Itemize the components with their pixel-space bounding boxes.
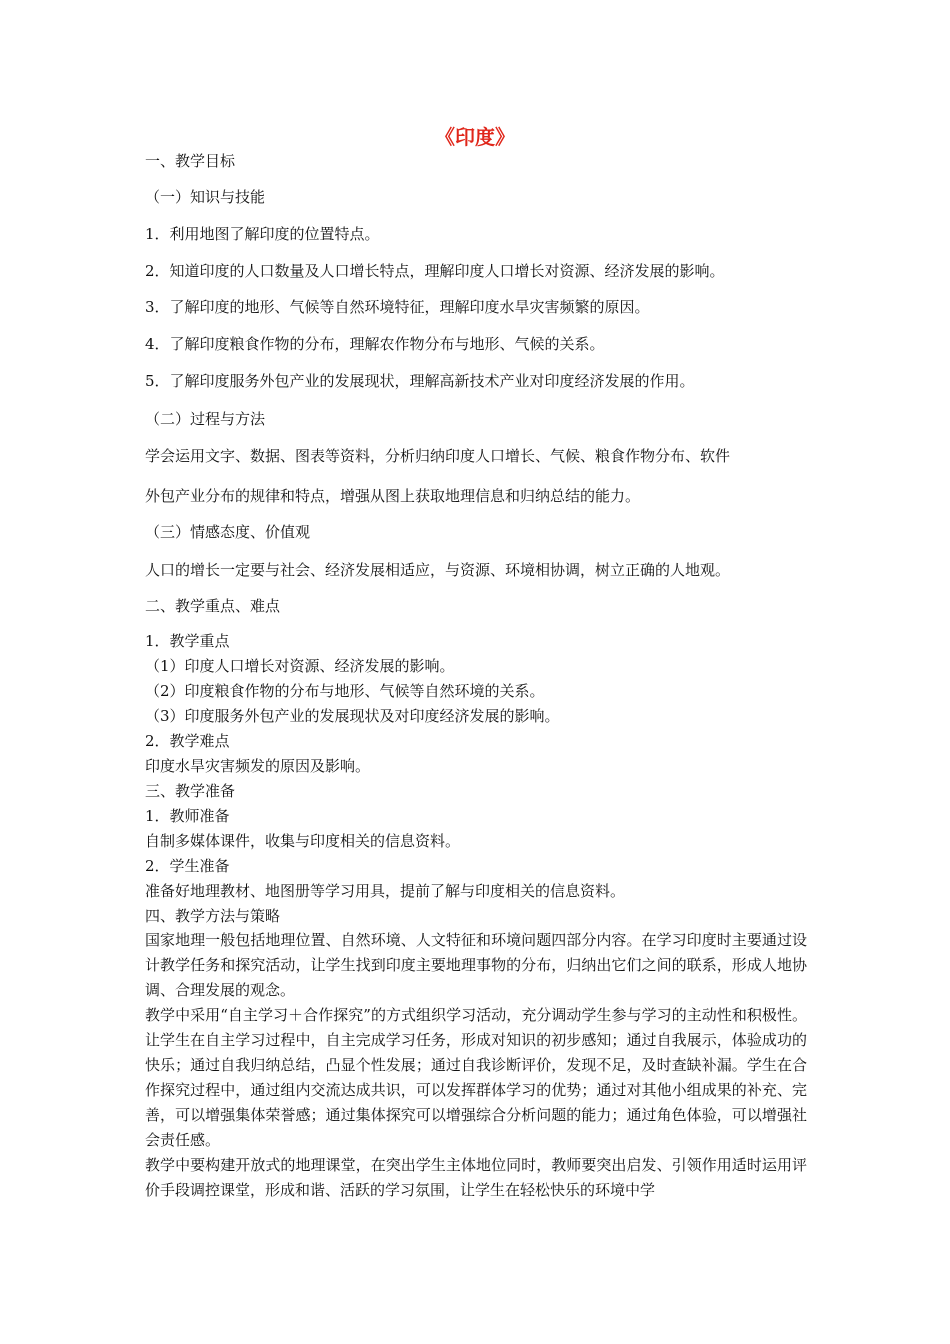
methods-paragraph-2: 教学中采用“自主学习＋合作探究”的方式组织学习活动，充分调动学生参与学习的主动性和积极性。让学生在自主学习过程中，自主完成学习任务，形成对知识的初步感知；通过自我展示，体验成功的快乐；通过自我归纳总结，凸显个性发展；通过自我诊断评价，发现不足，及时查缺补漏。学生在合作探究过程中，通过组内交流达成共识，可以发挥群体学习的优势；通过对其他小组成果的补充、完善，可以增强集体荣誉感；通过集体探究可以增强综合分析问题的能力；通过角色体验，可以增强社会责任感。 bbox=[145, 1006, 807, 1149]
objective-item-3: 3．了解印度的地形、气候等自然环境特征，理解印度水旱灾害频繁的原因。 bbox=[145, 298, 650, 316]
subsection-heading-knowledge: （一）知识与技能 bbox=[145, 188, 266, 206]
methods-paragraph-1: 国家地理一般包括地理位置、自然环境、人文特征和环境问题四部分内容。在学习印度时主要通过设计教学任务和探究活动，让学生找到印度主要地理事物的分布，归纳出它们之间的联系，形成人地协调、合理发展的观念。 bbox=[145, 931, 807, 999]
key-point-item-3: （3）印度服务外包产业的发展现状及对印度经济发展的影响。 bbox=[145, 707, 560, 725]
key-point-item-2: （2）印度粮食作物的分布与地形、气候等自然环境的关系。 bbox=[145, 682, 545, 700]
methods-paragraph-3: 教学中要构建开放式的地理课堂，在突出学生主体地位同时，教师要突出启发、引领作用适时运用评价手段调控课堂，形成和谐、活跃的学习氛围，让学生在轻松快乐的环境中学 bbox=[145, 1156, 807, 1199]
section-heading-methods: 四、教学方法与策略 bbox=[145, 907, 281, 925]
objective-item-1: 1．利用地图了解印度的位置特点。 bbox=[145, 225, 380, 243]
section-heading-objectives: 一、教学目标 bbox=[145, 152, 236, 170]
subsection-heading-attitude: （三）情感态度、价值观 bbox=[145, 523, 311, 541]
section-heading-preparation: 三、教学准备 bbox=[145, 782, 236, 800]
teacher-prep-text: 自制多媒体课件，收集与印度相关的信息资料。 bbox=[145, 832, 461, 850]
key-point-item-1: （1）印度人口增长对资源、经济发展的影响。 bbox=[145, 657, 455, 675]
key-points-heading: 1．教学重点 bbox=[145, 632, 230, 650]
process-text-line-2: 外包产业分布的规律和特点，增强从图上获取地理信息和归纳总结的能力。 bbox=[145, 487, 641, 505]
attitude-text: 人口的增长一定要与社会、经济发展相适应，与资源、环境相协调，树立正确的人地观。 bbox=[145, 561, 731, 579]
difficulty-heading: 2．教学难点 bbox=[145, 732, 230, 750]
document-title: 《印度》 bbox=[435, 125, 515, 149]
objective-item-4: 4．了解印度粮食作物的分布，理解农作物分布与地形、气候的关系。 bbox=[145, 335, 605, 353]
objective-item-5: 5．了解印度服务外包产业的发展现状，理解高新技术产业对印度经济发展的作用。 bbox=[145, 372, 695, 390]
section-heading-key-points: 二、教学重点、难点 bbox=[145, 597, 281, 615]
student-prep-text: 准备好地理教材、地图册等学习用具，提前了解与印度相关的信息资料。 bbox=[145, 882, 626, 900]
objective-item-2: 2．知道印度的人口数量及人口增长特点，理解印度人口增长对资源、经济发展的影响。 bbox=[145, 262, 725, 280]
student-prep-heading: 2．学生准备 bbox=[145, 857, 230, 875]
subsection-heading-process: （二）过程与方法 bbox=[145, 410, 266, 428]
process-text-line-1: 学会运用文字、数据、图表等资料，分析归纳印度人口增长、气候、粮食作物分布、软件 bbox=[145, 447, 731, 465]
difficulty-text: 印度水旱灾害频发的原因及影响。 bbox=[145, 757, 371, 775]
teacher-prep-heading: 1．教师准备 bbox=[145, 807, 230, 825]
